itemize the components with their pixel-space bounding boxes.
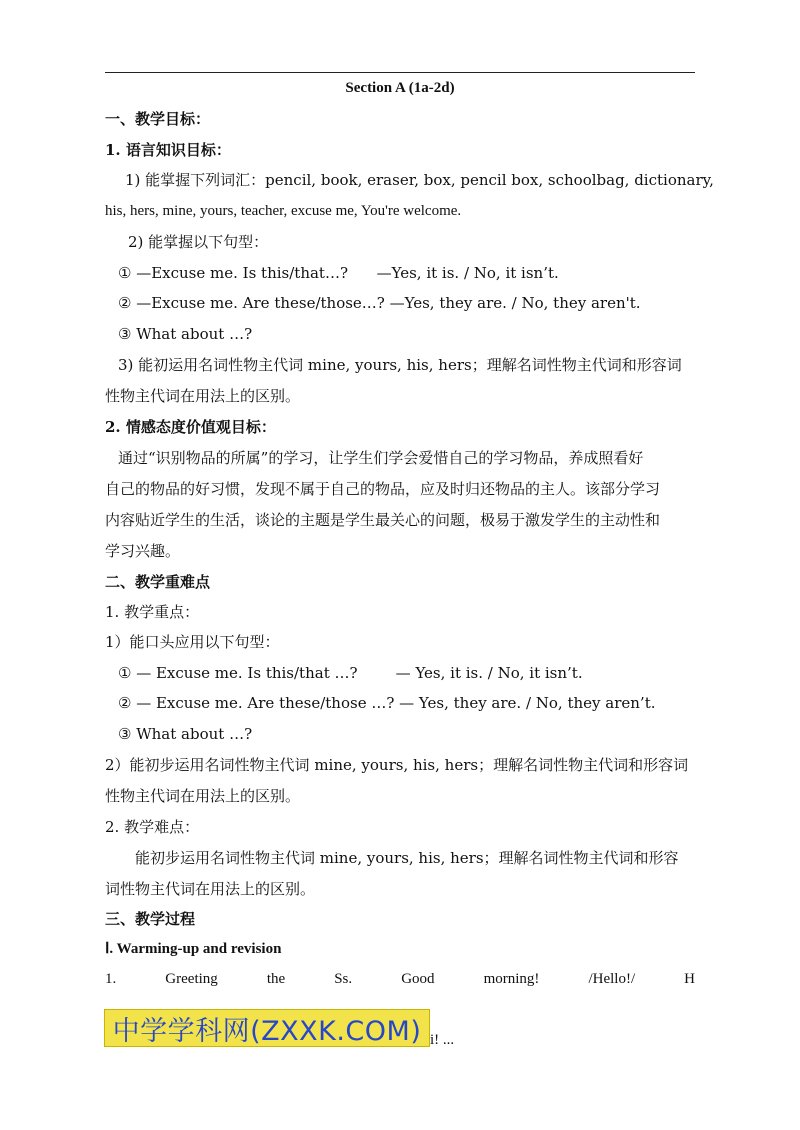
section-heading-goals: 一、教学目标：	[105, 110, 211, 128]
pattern-1: ① —Excuse me. Is this/that…? —Yes, it is. / No, it isn’t.	[118, 264, 559, 282]
key-pattern-3: ③ What about …?	[118, 725, 253, 743]
key-pattern-1: ① — Excuse me. Is this/that …? — Yes, it is. / No, it isn’t.	[118, 664, 583, 682]
emotion-line-4: 学习兴趣。	[105, 542, 181, 560]
key-pattern-2: ② — Excuse me. Are these/those …? — Yes, they are. / No, they aren’t.	[118, 694, 656, 712]
greeting-line	[105, 969, 695, 989]
emotion-line-1: 通过“识别物品的所属”的学习，让学生们学会爱惜自己的学习物品，养成照看好	[118, 449, 644, 467]
subheading-language-goals: 1. 语言知识目标：	[105, 141, 231, 159]
key-points-heading: 1. 教学重点：	[105, 603, 200, 621]
greeting-word: Ss.	[334, 971, 353, 987]
key-item-2-line-1: 2）能初步运用名词性物主代词 mine, yours, his, hers；理解名词性物主代词和形容词	[105, 756, 689, 774]
difficulty-line-2: 词性物主代词在用法上的区别。	[105, 880, 316, 898]
greeting-tail: i! ...	[430, 1032, 455, 1048]
key-item-1: 1）能口头应用以下句型：	[105, 633, 280, 651]
greeting-word: Greeting	[165, 971, 218, 987]
page-title: Section A (1a-2d)	[345, 80, 455, 96]
warmup-heading: Ⅰ. Warming-up and revision	[105, 941, 282, 957]
vocab-line-2: his, hers, mine, yours, teacher, excuse me, You're welcome.	[105, 203, 462, 219]
pattern-3: ③ What about …?	[118, 325, 253, 343]
difficulty-heading: 2. 教学难点：	[105, 818, 200, 836]
greeting-word: 1.	[105, 971, 117, 987]
emotion-line-3: 内容贴近学生的生活，谈论的主题是学生最关心的问题，极易于激发学生的主动性和	[105, 511, 661, 529]
watermark-logo: 中学学科网(ZXXK.COM)	[104, 1009, 430, 1047]
header-rule	[105, 72, 695, 73]
key-item-2-line-2: 性物主代词在用法上的区别。	[105, 787, 301, 805]
section-heading-key-points: 二、教学重难点	[105, 573, 211, 591]
section-heading-process: 三、教学过程	[105, 910, 196, 928]
greeting-word: the	[266, 971, 286, 987]
pronoun-line-2: 性物主代词在用法上的区别。	[105, 387, 301, 405]
pattern-intro: 2) 能掌握以下句型：	[128, 233, 269, 251]
vocab-text-1: 1) 能掌握下列词汇：pencil, book, eraser, box, pencil box, schoolbag, dictionary,	[125, 171, 714, 189]
greeting-word: H	[684, 971, 695, 987]
greeting-word: morning!	[483, 971, 540, 987]
subheading-emotion-goals: 2. 情感态度价值观目标：	[105, 418, 276, 436]
pronoun-line-1: 3) 能初运用名词性物主代词 mine, yours, his, hers；理解名词性物主代词和形容词	[118, 356, 682, 374]
greeting-word: /Hello!/	[588, 971, 636, 987]
difficulty-line-1: 能初步运用名词性物主代词 mine, yours, his, hers；理解名词性物主代词和形容	[135, 849, 679, 867]
emotion-line-2: 自己的物品的好习惯，发现不属于自己的物品，应及时归还物品的主人。该部分学习	[105, 480, 661, 498]
pattern-2: ② —Excuse me. Are these/those…? —Yes, they are. / No, they aren't.	[118, 294, 641, 312]
greeting-word: Good	[401, 971, 435, 987]
vocab-line-1	[105, 170, 714, 190]
